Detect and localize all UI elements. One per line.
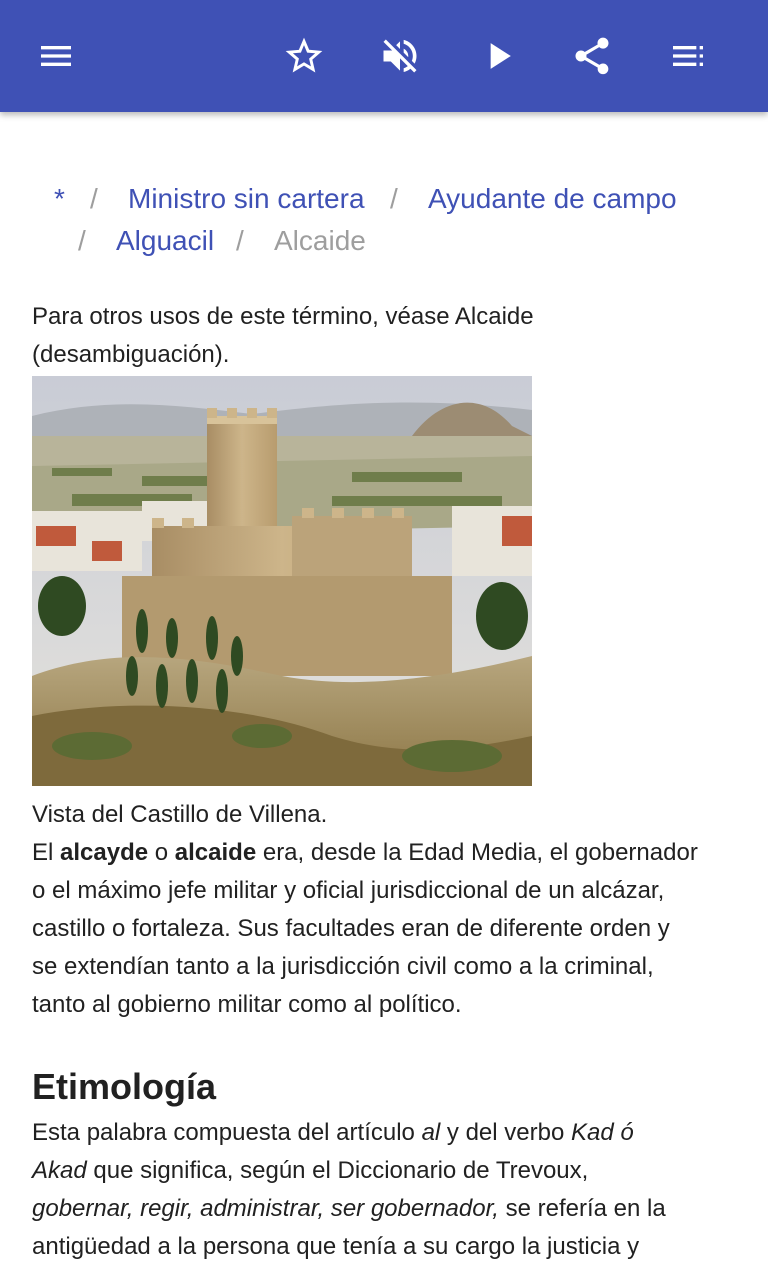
hatnote-line: (desambiguación). [32,341,230,368]
image-caption: Vista del Castillo de Villena. [32,801,328,828]
intro-line: o el máximo jefe militar y oficial jurisdiccional de un alcázar, [32,877,665,904]
etimologia-line [32,1114,736,1152]
volume-off-icon [378,34,422,78]
intro-line [32,834,736,872]
text-run: y del verbo [440,1119,571,1146]
table-of-contents-button[interactable] [660,28,716,84]
term-alcayde: alcayde [60,839,149,866]
text-run: El [32,839,61,866]
intro-line: castillo o fortaleza. Sus facultades eran de diferente orden y [32,915,670,942]
star-outline-icon [282,34,326,78]
hatnote-line: Para otros usos de este término, véase Alcaide [32,303,534,330]
app-toolbar [0,0,768,112]
bookmark-button[interactable] [276,28,332,84]
breadcrumb-separator: / [90,183,98,214]
section-heading-etimologia: Etimología [32,1066,217,1107]
breadcrumb-separator: / [390,183,398,214]
breadcrumb-alguacil[interactable]: Alguacil [116,225,215,256]
play-icon [476,34,520,78]
term-alcaide: alcaide [174,839,257,866]
intro-paragraph [32,834,736,1024]
share-icon [570,34,614,78]
text-run: Esta palabra compuesta del artículo [32,1119,422,1146]
etimologia-line [32,1190,736,1228]
breadcrumb-ministro-sin-cartera[interactable]: Ministro sin cartera [128,183,365,214]
text-run: se refería en la [498,1195,666,1222]
text-run: o [148,839,175,866]
etimologia-line [32,1152,736,1190]
share-button[interactable] [564,28,620,84]
play-button[interactable] [470,28,526,84]
hatnote [32,298,736,374]
italic-run: Akad [32,1157,87,1184]
italic-run: Kad ó [570,1119,634,1146]
castle-image[interactable] [32,376,532,786]
breadcrumb [32,178,736,262]
hamburger-menu-icon [36,36,76,76]
castle-photo [32,376,532,786]
mute-button[interactable] [372,28,428,84]
intro-line: se extendían tanto a la jurisdicción civil como a la criminal, [32,953,654,980]
breadcrumb-current: Alcaide [274,225,366,256]
breadcrumb-home[interactable]: * [54,183,65,214]
etimologia-paragraph [32,1114,736,1266]
italic-run: gobernar, regir, administrar, ser gobernador, [32,1195,499,1222]
text-run: que significa, según el Diccionario de Trevoux, [86,1157,589,1184]
breadcrumb-separator: / [78,225,86,256]
breadcrumb-separator: / [236,225,244,256]
menu-button[interactable] [28,28,84,84]
text-run: era, desde la Edad Media, el gobernador [256,839,698,866]
etimologia-line: antigüedad a la persona que tenía a su cargo la justicia y [32,1233,640,1260]
table-of-contents-icon [668,36,708,76]
intro-line: tanto al gobierno militar como al político. [32,991,462,1018]
italic-run: al [421,1119,441,1146]
breadcrumb-ayudante-de-campo[interactable]: Ayudante de campo [428,183,677,214]
